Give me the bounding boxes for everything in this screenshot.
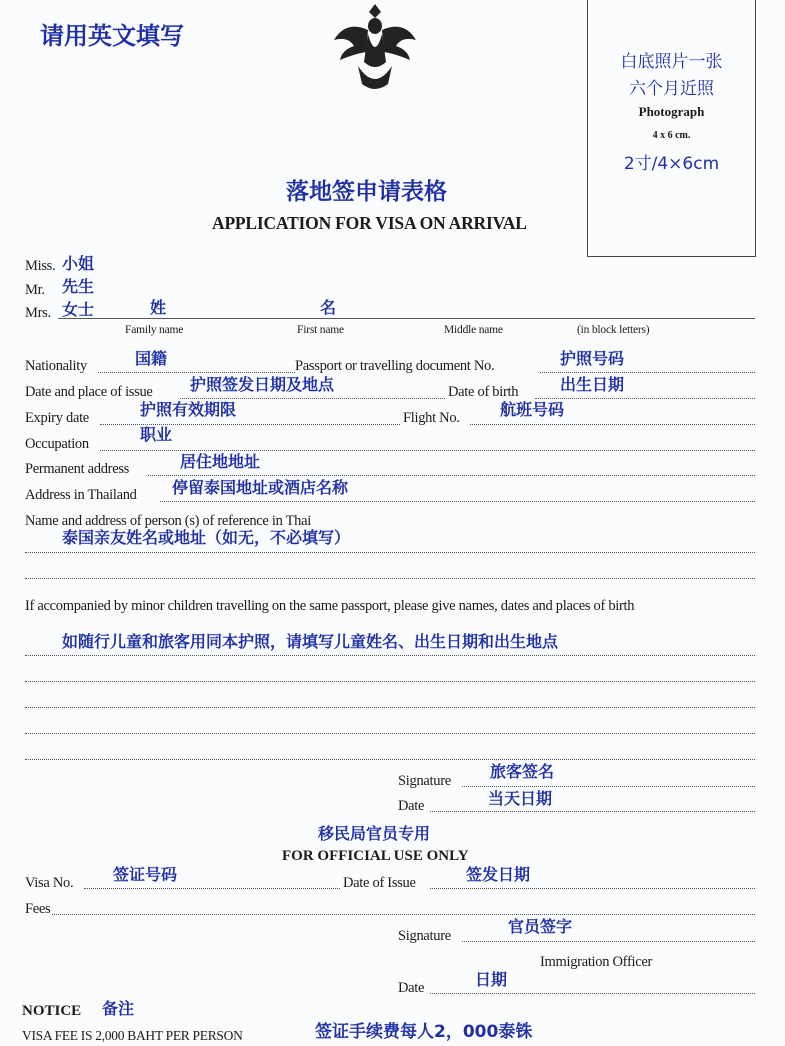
photo-instruction-1: 白底照片一张 <box>620 52 723 72</box>
visa-no-field[interactable] <box>84 888 340 889</box>
officer-date-label: Date <box>398 980 425 996</box>
immigration-officer-label: Immigration Officer <box>540 954 653 970</box>
reference-field-1[interactable] <box>25 552 755 553</box>
fees-field[interactable] <box>52 914 755 915</box>
caption-first-name: First name <box>297 324 344 336</box>
applicant-signature-hint: 旅客签名 <box>490 762 555 781</box>
caption-block-letters: (in block letters) <box>577 324 650 336</box>
officer-signature-label: Signature <box>398 928 451 944</box>
photo-size: 4 x 6 cm. <box>652 130 691 141</box>
instruction-text: 请用英文填写 <box>40 22 184 50</box>
salutation-miss[interactable]: Miss. <box>25 258 56 274</box>
dob-label: Date of birth <box>448 384 519 400</box>
caption-middle-name: Middle name <box>444 324 503 336</box>
permanent-address-field[interactable] <box>148 475 755 476</box>
garuda-emblem-icon <box>328 0 423 95</box>
notice-hint: 备注 <box>102 999 135 1018</box>
issue-field[interactable] <box>180 398 445 399</box>
nationality-hint: 国籍 <box>135 349 168 368</box>
applicant-signature-field[interactable] <box>462 786 755 787</box>
children-field-5[interactable] <box>25 759 755 760</box>
dob-hint: 出生日期 <box>560 375 625 394</box>
issue-label: Date and place of issue <box>25 384 153 400</box>
children-instruction: If accompanied by minor children travelling on the same passport, please give names, dates and places of birth <box>25 598 635 614</box>
salutation-mr[interactable]: Mr. <box>25 282 45 298</box>
title-en: APPLICATION FOR VISA ON ARRIVAL <box>212 213 527 233</box>
officer-signature-field[interactable] <box>462 941 755 942</box>
notice-label: NOTICE <box>22 1003 82 1019</box>
official-title-en: FOR OFFICIAL USE ONLY <box>282 848 469 864</box>
passport-field[interactable] <box>540 372 755 373</box>
occupation-field[interactable] <box>100 450 755 451</box>
title-cn: 落地签申请表格 <box>286 179 447 205</box>
passport-hint: 护照号码 <box>560 349 625 368</box>
caption-family-name: Family name <box>125 324 184 336</box>
applicant-date-field[interactable] <box>430 811 755 812</box>
visa-fee-notice-cn: 签证手续费每人2，000泰铢 <box>315 1022 533 1042</box>
name-input-line[interactable] <box>58 318 755 319</box>
fees-label: Fees <box>25 901 51 917</box>
children-field-4[interactable] <box>25 733 755 734</box>
flight-field[interactable] <box>470 424 755 425</box>
dob-field[interactable] <box>535 398 755 399</box>
salutation-mr-hint: 先生 <box>62 277 95 296</box>
expiry-hint: 护照有效期限 <box>140 400 237 419</box>
occupation-hint: 职业 <box>140 425 173 444</box>
photo-instruction-2: 六个月近照 <box>629 79 714 99</box>
thailand-address-label: Address in Thailand <box>25 487 137 503</box>
photograph-box <box>587 0 756 257</box>
date-of-issue-hint: 签发日期 <box>466 865 531 884</box>
officer-signature-hint: 官员签字 <box>508 917 573 936</box>
issue-hint: 护照签发日期及地点 <box>190 375 335 394</box>
permanent-address-hint: 居住地地址 <box>180 452 261 471</box>
salutation-miss-hint: 小姐 <box>62 254 95 273</box>
visa-no-hint: 签证号码 <box>113 865 178 884</box>
photo-label: Photograph <box>638 104 705 119</box>
reference-label: Name and address of person (s) of reference in Thai <box>25 513 311 529</box>
photo-size-cn: 2寸/4×6cm <box>623 154 720 174</box>
first-name-hint: 名 <box>320 298 337 317</box>
applicant-date-hint: 当天日期 <box>488 789 553 808</box>
flight-label: Flight No. <box>403 410 460 426</box>
expiry-label: Expiry date <box>25 410 89 426</box>
applicant-date-label: Date <box>398 798 425 814</box>
occupation-label: Occupation <box>25 436 89 452</box>
permanent-address-label: Permanent address <box>25 461 130 477</box>
reference-field-2[interactable] <box>25 578 755 579</box>
nationality-label: Nationality <box>25 358 87 374</box>
passport-label: Passport or travelling document No. <box>295 358 495 374</box>
applicant-signature-label: Signature <box>398 773 451 789</box>
salutation-mrs[interactable]: Mrs. <box>25 305 51 321</box>
date-of-issue-field[interactable] <box>430 888 755 889</box>
children-field-2[interactable] <box>25 681 755 682</box>
official-title-cn: 移民局官员专用 <box>318 824 431 843</box>
officer-date-hint: 日期 <box>475 970 508 989</box>
visa-no-label: Visa No. <box>25 875 74 891</box>
thailand-address-field[interactable] <box>160 501 755 502</box>
officer-date-field[interactable] <box>430 993 755 994</box>
children-field-1[interactable] <box>25 655 755 656</box>
date-of-issue-label: Date of Issue <box>343 875 416 891</box>
thailand-address-hint: 停留泰国地址或酒店名称 <box>172 478 349 497</box>
children-hint: 如随行儿童和旅客用同本护照，请填写儿童姓名、出生日期和出生地点 <box>62 632 559 651</box>
nationality-field[interactable] <box>98 372 295 373</box>
reference-hint: 泰国亲友姓名或地址（如无，不必填写） <box>62 528 351 547</box>
children-field-3[interactable] <box>25 707 755 708</box>
visa-fee-notice: VISA FEE IS 2,000 BAHT PER PERSON <box>22 1028 243 1043</box>
flight-hint: 航班号码 <box>500 400 565 419</box>
salutation-mrs-hint: 女士 <box>62 300 95 319</box>
family-name-hint: 姓 <box>150 298 167 317</box>
